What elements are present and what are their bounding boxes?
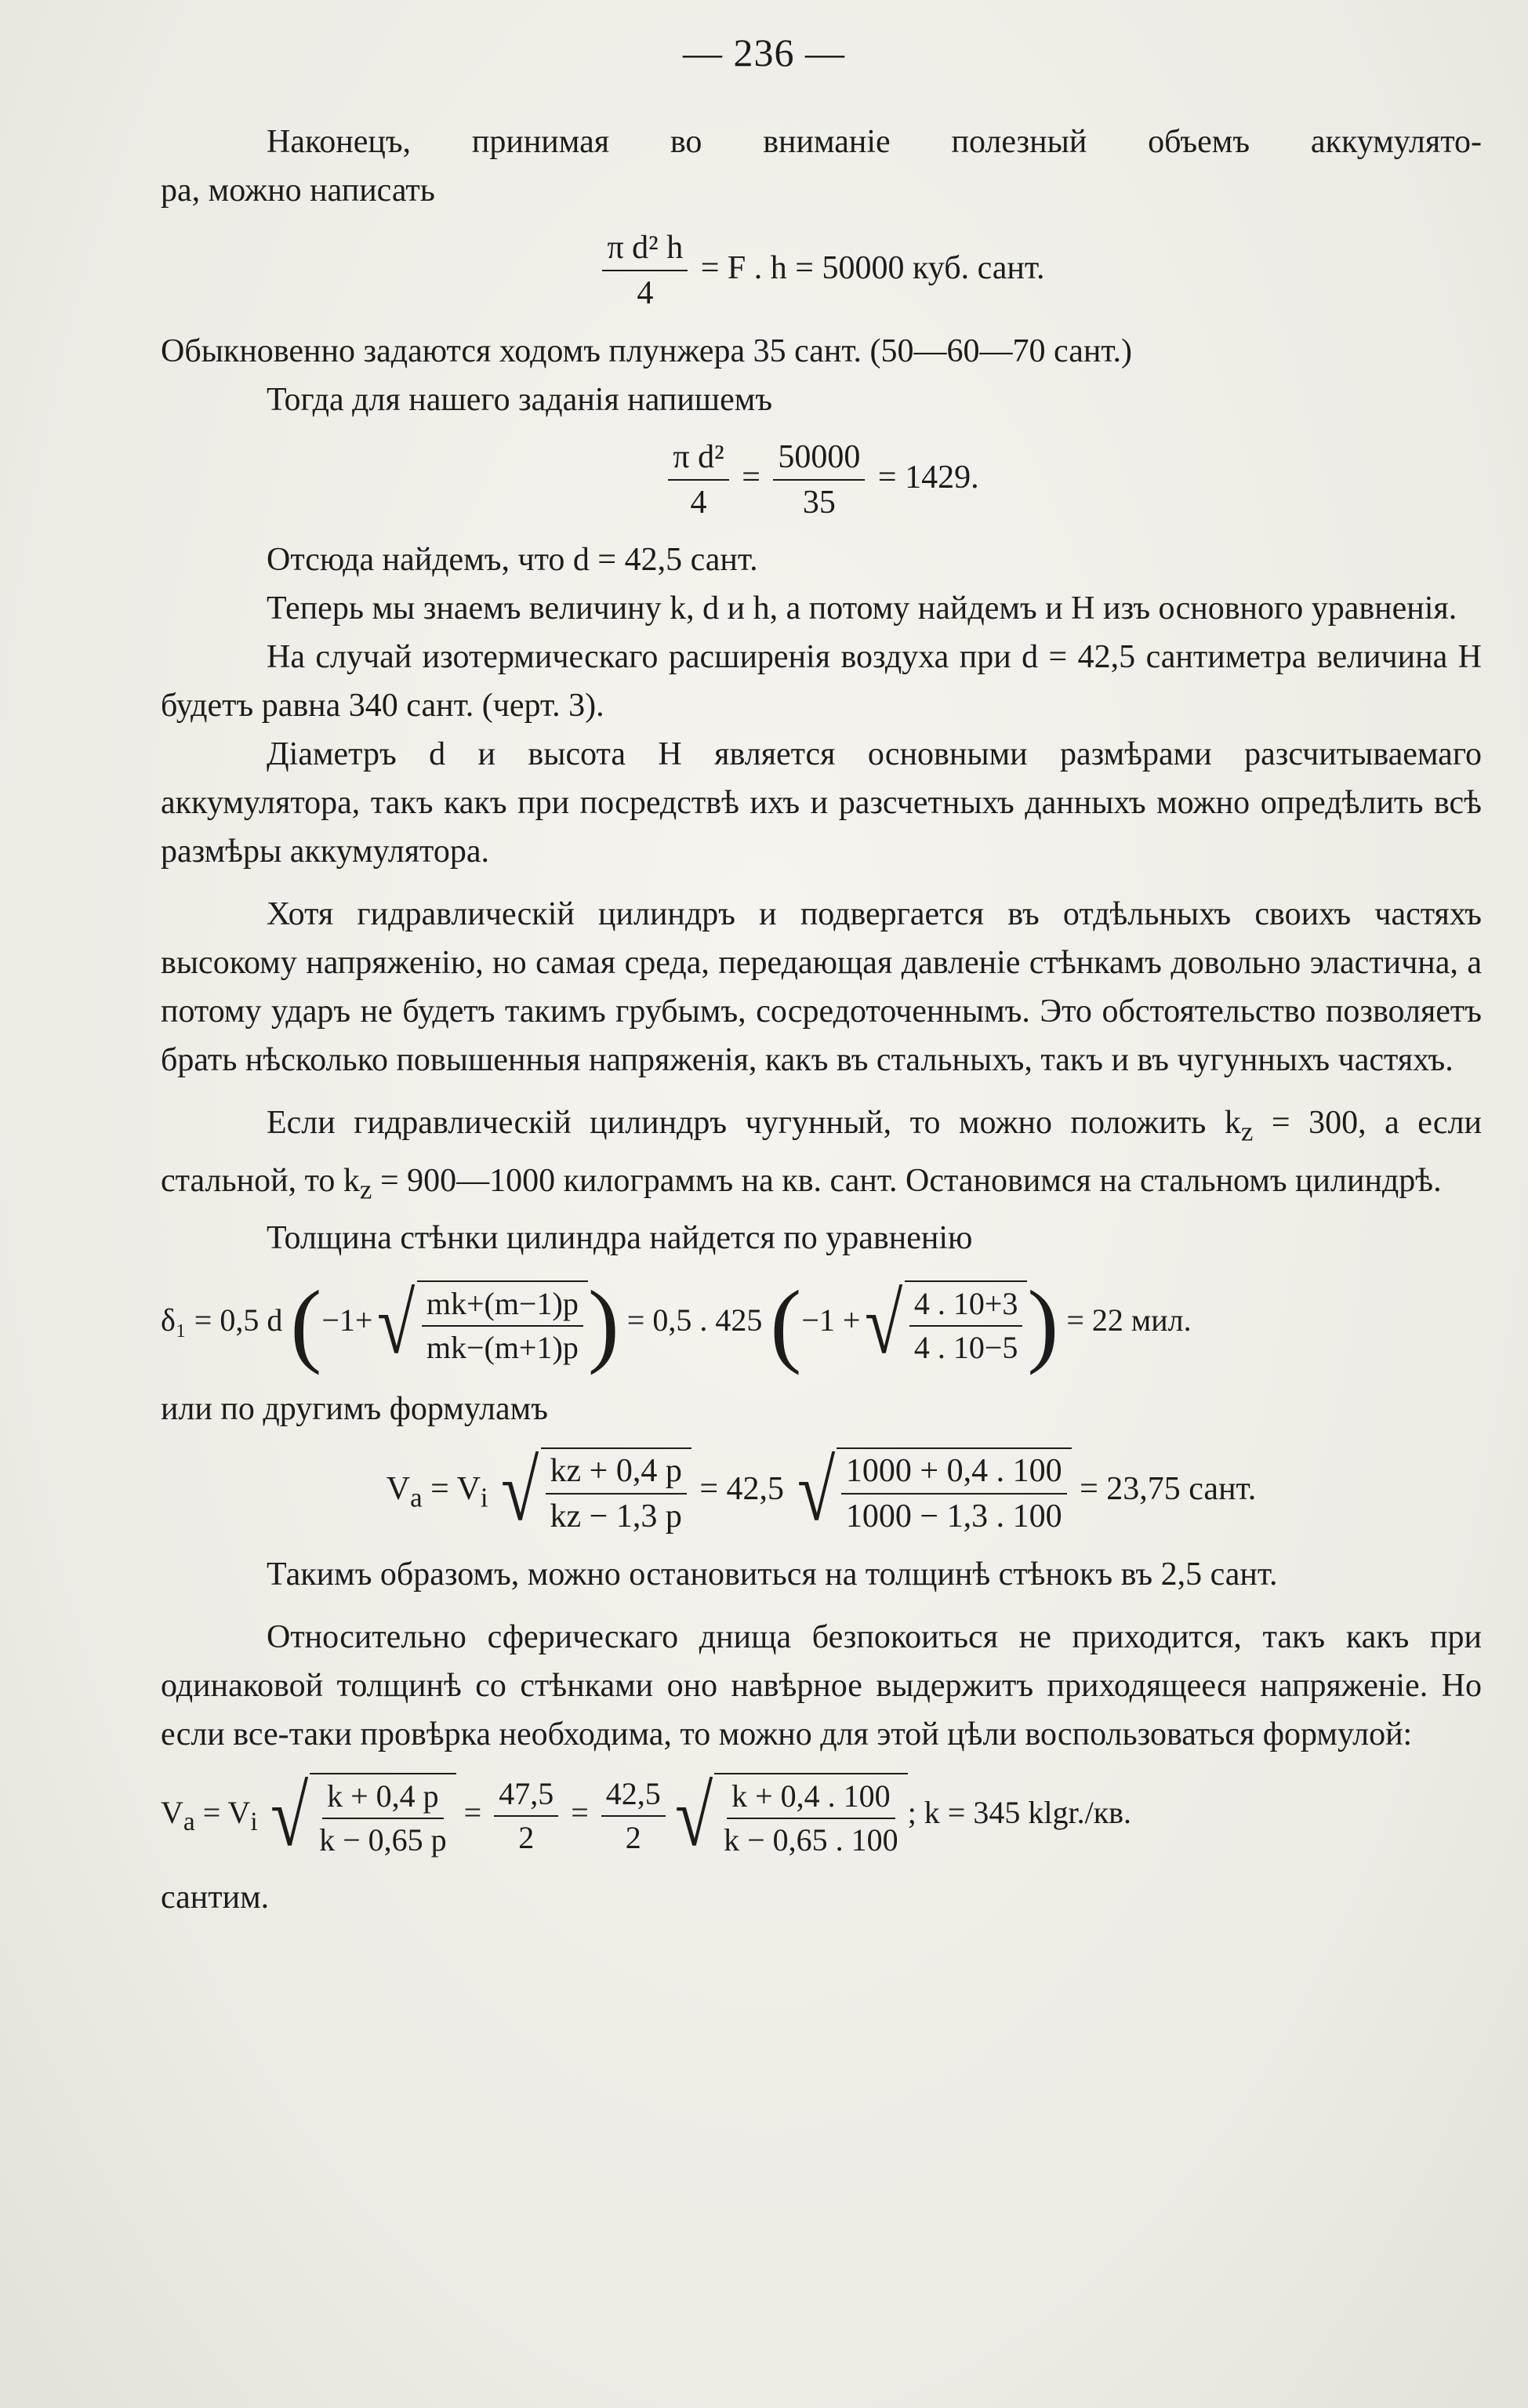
equation-1: $\frac{\text{π d² h}}{4}$ = F . h = 50000 куб. сант. — [161, 229, 1482, 313]
paragraph: Наконецъ, принимая во вниманіе полезный объемъ аккумулято- — [267, 124, 1482, 160]
fraction: $\frac{\text{π d² h}}{4}$ — [602, 229, 688, 313]
paragraph: Обыкновенно задаются ходомъ плунжера 35 сант. (50—60—70 сант.) — [161, 332, 1132, 369]
text-body — [161, 118, 1482, 1922]
equation-2: $\frac{\text{π d²}}{4}$ = $\frac{50000}{35}$ = 1429. — [161, 438, 1482, 522]
equation-5: $V_a = V_i$ √ $\frac{k + 0,4 p}{k - 0,65 p}$ = $\frac{47,5}{2}$ = $\frac{42,5}{2}$ √ $\frac{k + 0,4 . 100}{k - 0,65 . 100}$ ; k = 345 klgr./кв. — [161, 1767, 1132, 1864]
paragraph: сантим. — [161, 1879, 270, 1916]
paragraph: Толщина стѣнки цилиндра найдется по уравненію — [267, 1219, 973, 1256]
paragraph: Теперь мы знаемъ величину k, d и h, а потому найдемъ и H изъ основного уравненія. — [267, 590, 1457, 627]
paragraph: На случай изотермическаго расширенія воздуха при d = 42,5 сантиметра величина H будетъ равна 340 сант. (черт. 3). — [161, 639, 1482, 725]
paragraph: Такимъ образомъ, можно остановиться на толщинѣ стѣнокъ въ 2,5 сант. — [267, 1556, 1278, 1593]
paragraph: Діаметръ d и высота H является основными размѣрами разсчитываемаго аккумулятора, такъ какъ при посредствѣ ихъ и разсчетныхъ данныхъ можно опредѣлить всѣ размѣры аккумулятора. — [161, 736, 1482, 870]
paragraph: Тогда для нашего заданія напишемъ — [267, 381, 773, 418]
paragraph: Отсюда найдемъ, что d = 42,5 сант. — [267, 542, 758, 579]
paragraph: ра, можно написать — [161, 173, 435, 209]
paragraph: или по другимъ формуламъ — [161, 1390, 548, 1427]
paragraph: Если гидравлическій цилиндръ чугунный, то можно положить $k_z = 300$, а если стальной, то $k_z$ = 900—1000 килограммъ на кв. сант. Остановимся на стальномъ цилиндрѣ. — [161, 1105, 1483, 1204]
paragraph: Относительно сферическаго днища безпокоиться не приходится, такъ какъ при одинаковой толщинѣ со стѣнками оно навѣрное выдержитъ приходящееся напряженіе. Но если все-таки провѣрка необходима, то можно для этой цѣли воспользоваться формулой: — [161, 1618, 1482, 1752]
paragraph: Хотя гидравлическій цилиндръ и подвергается въ отдѣльныхъ своихъ частяхъ высокому напряженію, но самая среда, передающая давленіе стѣнкамъ довольно эластична, а потому ударъ не будетъ такимъ грубымъ, сосредоточеннымъ. Это обстоятельство позволяетъ брать нѣсколько повышенныя напряженія, какъ въ стальныхъ, такъ и въ чугунныхъ частяхъ. — [161, 896, 1482, 1079]
equation-4: $V_a = V_i$ √ $\frac{kz + 0,4 p}{kz - 1,3 p}$ = 42,5 √ $\frac{1000 + 0,4 . 100}{1000 - 1,3 . 100}$ = 23,75 сант. — [386, 1442, 1257, 1538]
page-number: — 236 — — [683, 31, 845, 74]
equation-3: δ₁ = 0,5 d (−1+ √ $\frac{mk+(m-1)p}{mk-(m+1)p}$ ) = 0,5 . 425 (−1 + √ $\frac{4 . 10+3}{4 . 10-5}$ ) = 22 мил. — [161, 1270, 1192, 1375]
